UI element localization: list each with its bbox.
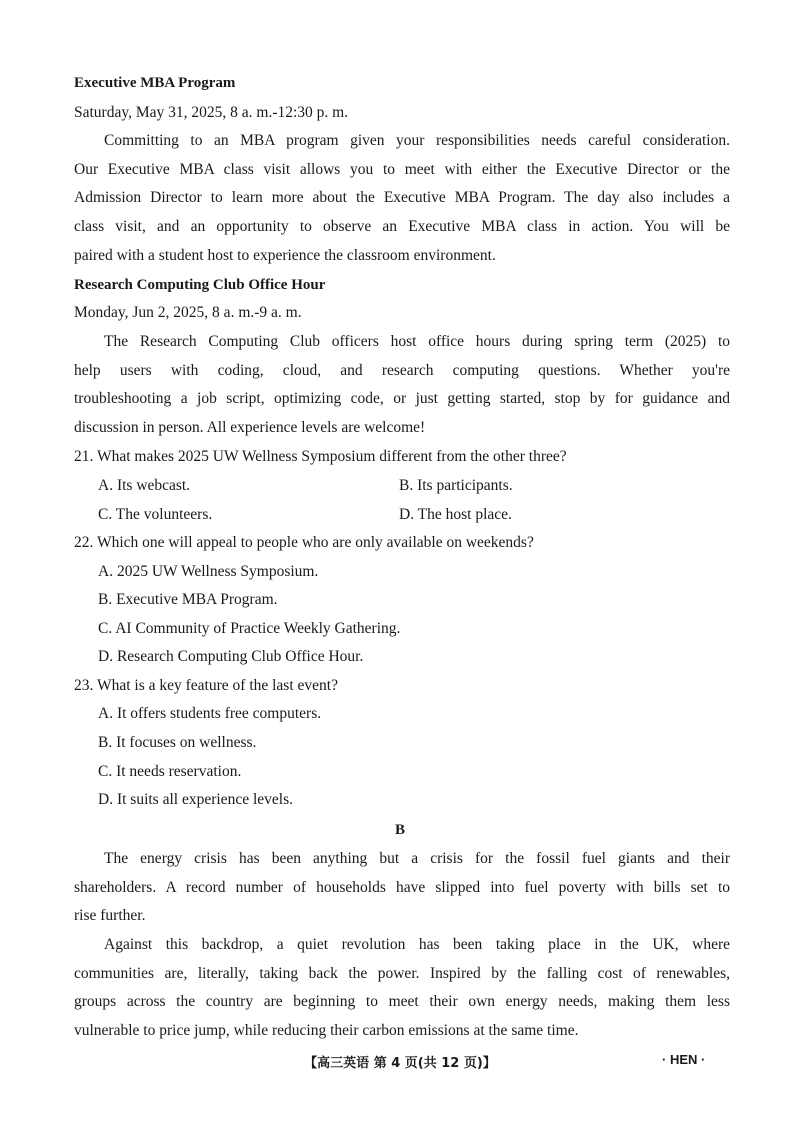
rcc-text-line: help users with coding, cloud, and research computing questions. Whether you're	[74, 362, 730, 379]
mba-title: Executive MBA Program	[74, 75, 236, 91]
mba-text-line: Our Executive MBA class visit allows you to meet with either the Executive Director or the	[74, 161, 730, 178]
question-23-stem: 23. What is a key feature of the last event?	[74, 677, 338, 694]
rcc-title: Research Computing Club Office Hour	[74, 277, 326, 293]
rcc-date: Monday, Jun 2, 2025, 8 a. m.-9 a. m.	[74, 304, 302, 321]
mba-text-line: Committing to an MBA program given your responsibilities needs careful consideration.	[104, 132, 730, 149]
page-footer: 【高三英语 第 4 页(共 12 页)】	[304, 1056, 496, 1071]
rcc-text-line: discussion in person. All experience levels are welcome!	[74, 419, 426, 436]
section-b-para2-line: communities are, literally, taking back the power. Inspired by the falling cost of renewables,	[74, 965, 730, 982]
question-22-option-b: B. Executive MBA Program.	[98, 591, 278, 608]
mba-text-line: Admission Director to learn more about the Executive MBA Program. The day also includes a	[74, 189, 730, 206]
section-b-heading: B	[394, 822, 405, 838]
mba-date: Saturday, May 31, 2025, 8 a. m.-12:30 p. m.	[74, 104, 349, 121]
rcc-text-line: The Research Computing Club officers host office hours during spring term (2025) to	[104, 333, 730, 350]
question-21-option-b: B. Its participants.	[399, 477, 513, 494]
question-23-option-a: A. It offers students free computers.	[98, 705, 322, 722]
section-b-para2-line: vulnerable to price jump, while reducing their carbon emissions at the same time.	[74, 1022, 579, 1039]
question-21-stem: 21. What makes 2025 UW Wellness Symposium different from the other three?	[74, 448, 567, 465]
question-22-option-d: D. Research Computing Club Office Hour.	[98, 648, 364, 665]
question-23-option-c: C. It needs reservation.	[98, 763, 242, 780]
section-b-para2-line: Against this backdrop, a quiet revolution has been taking place in the UK, where	[104, 936, 730, 953]
section-b-para1-line: shareholders. A record number of households have slipped into fuel poverty with bills set to	[74, 879, 730, 896]
question-21-option-c: C. The volunteers.	[98, 506, 213, 523]
mba-text-line: paired with a student host to experience the classroom environment.	[74, 247, 496, 264]
question-21-option-a: A. Its webcast.	[98, 477, 191, 494]
question-22-option-a: A. 2025 UW Wellness Symposium.	[98, 563, 319, 580]
section-b-para1-line: The energy crisis has been anything but a crisis for the fossil fuel giants and their	[104, 850, 730, 867]
question-22-stem: 22. Which one will appeal to people who are only available on weekends?	[74, 534, 534, 551]
section-b-para1-line: rise further.	[74, 907, 146, 924]
rcc-text-line: troubleshooting a job script, optimizing code, or just getting started, stop by for guidance and	[74, 390, 730, 407]
section-b-para2-line: groups across the country are beginning to meet their own energy needs, making them less	[74, 993, 730, 1010]
paper-code-tag: · HEN ·	[662, 1052, 706, 1067]
mba-text-line: class visit, and an opportunity to observe an Executive MBA class in action. You will be	[74, 218, 730, 235]
question-21-option-d: D. The host place.	[399, 506, 512, 523]
question-22-option-c: C. AI Community of Practice Weekly Gathering.	[98, 620, 401, 637]
question-23-option-d: D. It suits all experience levels.	[98, 791, 293, 808]
question-23-option-b: B. It focuses on wellness.	[98, 734, 257, 751]
